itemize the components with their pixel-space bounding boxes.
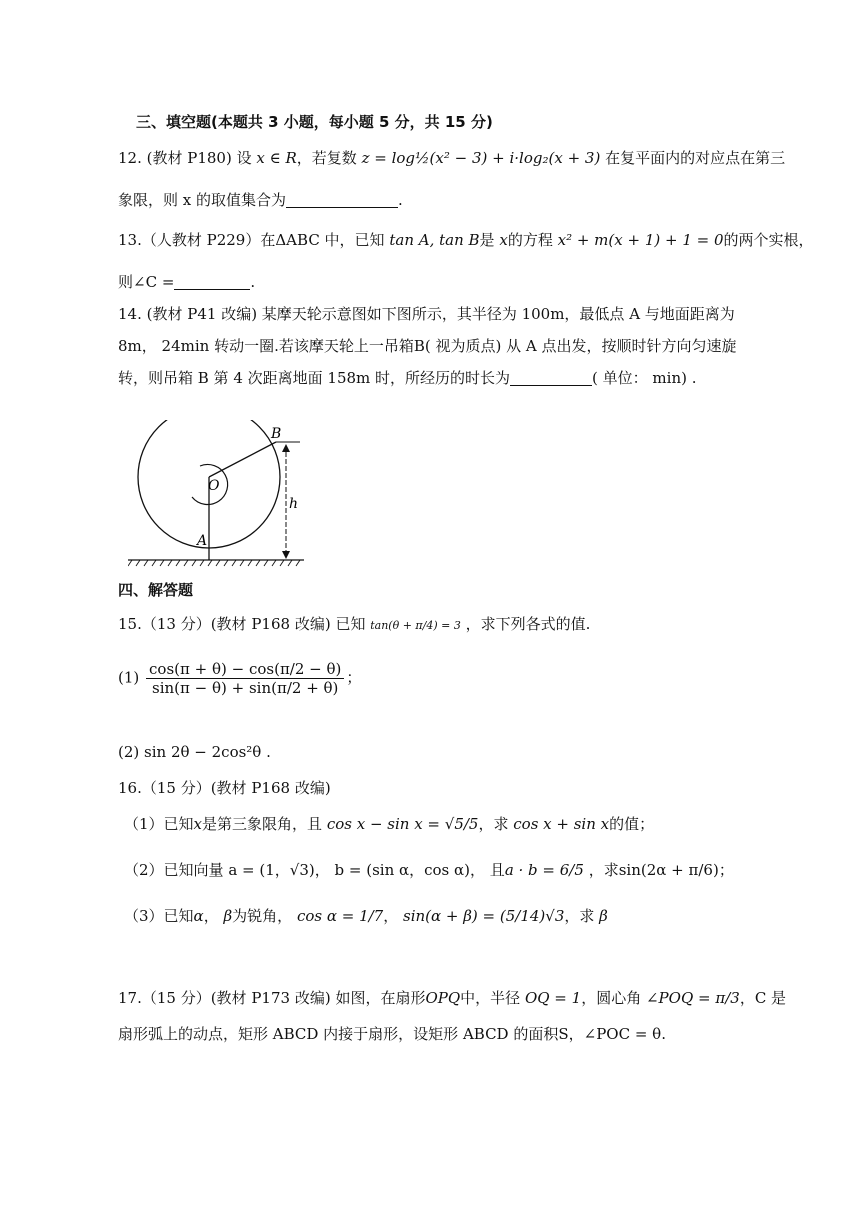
question-15-part-1: (1) $\frac{\cos(\pi + \theta) - \cos(\pi/2 - \theta)}{\sin(\pi - \theta) + \sin(\pi/2 + \theta)}$ ； xyxy=(118,660,362,697)
question-13-line-1: 13.（人教材 P229）在ΔABC 中，已知 tan A, tan B是 x的方程 x² + m(x + 1) + 1 = 0的两个实根， xyxy=(118,231,814,249)
answer-blank-13[interactable] xyxy=(174,273,250,290)
question-12-line-2: 象限，则 x 的取值集合为 . xyxy=(118,191,403,209)
question-16-part-1: （1）已知x是第三象限角，且 cos x − sin x = √5/5，求 cos x + sin x的值； xyxy=(124,815,655,833)
question-12-line-1: 12. (教材 P180) 设 x ∈ R，若复数 z = log½(x² − 3) + i·log₂(x + 3) 在复平面内的对应点在第三 xyxy=(118,149,786,167)
ferris-wheel-figure xyxy=(128,420,308,570)
q13-equation: x² + m(x + 1) + 1 = 0 xyxy=(557,231,724,249)
question-15-part-2: (2) sin 2θ − 2cos²θ . xyxy=(118,743,271,761)
question-14-line-3: 转，则吊箱 B 第 4 次距离地面 158m 时，所经历的时长为 ( 单位： min) . xyxy=(118,369,697,387)
question-16-part-3: （3）已知α， β为锐角， cos α = 1/7， sin(α + β) = (5/14)√3，求 β xyxy=(124,907,608,925)
label-A: A xyxy=(197,533,208,549)
radius-OB xyxy=(209,442,276,477)
section-heading-fill-in: 三、填空题(本题共 3 小题，每小题 5 分，共 15 分) xyxy=(136,113,493,131)
label-B: B xyxy=(271,426,282,442)
question-16-title: 16.（15 分）(教材 P168 改编) xyxy=(118,779,331,797)
question-17-line-1: 17.（15 分）(教材 P173 改编) 如图，在扇形OPQ中，半径 OQ = 1，圆心角 ∠POQ = π/3，C 是 xyxy=(118,989,787,1007)
section-heading-answer: 四、解答题 xyxy=(118,581,194,599)
label-h: h xyxy=(289,496,299,512)
answer-blank-12[interactable] xyxy=(286,191,398,208)
question-15-line-1: 15.（13 分）(教材 P168 改编) 已知 tan(θ + π/4) = 3 ，求下列各式的值. xyxy=(118,615,591,633)
answer-blank-14[interactable] xyxy=(510,369,592,386)
question-14-line-1: 14. (教材 P41 改编) 某摩天轮示意图如下图所示，其半径为 100m，最低点 A 与地面距离为 xyxy=(118,305,735,323)
question-17-line-2: 扇形弧上的动点，矩形 ABCD 内接于扇形，设矩形 ABCD 的面积S，∠POC = θ. xyxy=(118,1025,666,1043)
question-16-part-2: （2）已知向量 a = (1，√3)， b = (sin α，cos α)， 且a · b = 6/5 ，求sin(2α + π/6)； xyxy=(124,861,734,879)
question-13-line-2: 则∠C = . xyxy=(118,273,256,291)
question-14-line-2: 8m， 24min 转动一圈.若该摩天轮上一吊箱B( 视为质点) 从 A 点出发，按顺时针方向匀速旋 xyxy=(118,337,737,355)
label-O: O xyxy=(208,478,220,494)
q15-given: tan(θ + π/4) = 3 xyxy=(370,619,461,632)
q12-formula: z = log½(x² − 3) + i·log₂(x + 3) xyxy=(361,149,601,167)
